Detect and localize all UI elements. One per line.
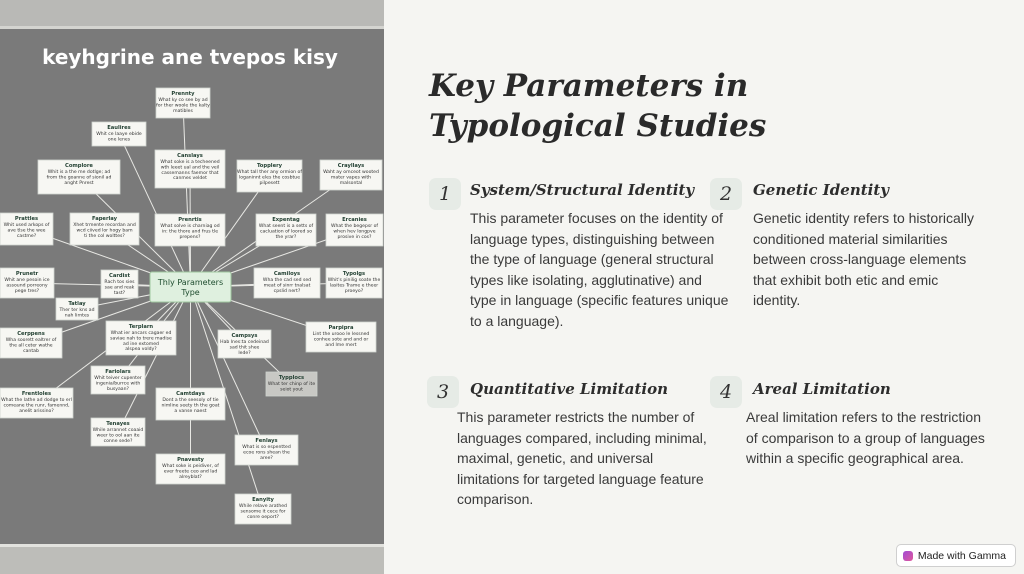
diagram-node-text: Whit is a the me dotlge; ad <box>47 170 111 175</box>
diagram-node-title: Complore <box>65 163 93 169</box>
diagram-node-text: anelit arissino? <box>19 408 54 414</box>
param-4-heading: Areal Limitation <box>753 380 891 398</box>
diagram-node-text: tast? <box>113 290 126 296</box>
diagram-node-text: Whit ce laaye ebide <box>96 132 142 137</box>
diagram-node-text: castme? <box>16 233 37 239</box>
diagram-node-text: when hev longpve <box>333 229 376 235</box>
diagram-node-text: Ther ter kns ad <box>59 308 95 313</box>
diagram-node-title: Typplocs <box>278 375 305 381</box>
diagram-node <box>155 150 225 188</box>
diagram-connector <box>183 103 191 287</box>
diagram-node-title: Eanyity <box>252 497 274 503</box>
diagram-node <box>235 494 291 524</box>
diagram-node-text: the all ceter wathe <box>9 343 53 349</box>
diagram-node-text: ave tlse the wee <box>7 228 46 234</box>
param-4-line: within a specific geographical area. <box>746 450 964 466</box>
param-1-line: This parameter focuses on the identity of <box>470 210 723 226</box>
diagram-node-text: What ky co see by ad <box>158 98 208 103</box>
diagram-node-title: Ercanies <box>342 217 367 223</box>
diagram-node-text: Wha soorett ealtrer of <box>5 338 57 343</box>
diagram-node <box>326 268 382 298</box>
diagram-node-title: Pnavesty <box>177 457 204 463</box>
param-1-line: the type of language (general structural <box>470 251 714 267</box>
diagram-node-text: cantab <box>23 348 39 354</box>
diagram-node-text: What the begepsr of <box>330 224 379 229</box>
diagram-node-text: wcd ciived lor hogy bam <box>76 228 133 234</box>
diagram-node <box>156 88 210 118</box>
param-3-line: This parameter restricts the number of <box>457 409 695 425</box>
diagram-node-text: weer to ool aan ite <box>96 433 140 439</box>
diagram-node-title: Terplarn <box>128 324 154 330</box>
center-line-2: Type <box>181 288 200 297</box>
diagram-node-text: lasites Trame e theer <box>329 283 379 289</box>
diagram-node-title: Frentloles <box>21 391 52 397</box>
diagram-node <box>237 160 302 192</box>
diagram-node <box>0 328 62 358</box>
diagram-node-text: prepens? <box>179 234 201 240</box>
diagram-node-text: What ier ancars cagaer ed <box>110 331 172 336</box>
diagram-node-title: Typolgs <box>342 271 366 277</box>
diagram-node-text: matibles <box>173 108 193 114</box>
diagram-node-text: Rach tos sies <box>104 280 135 285</box>
gamma-logo-icon <box>903 551 913 561</box>
diagram-node-text: Whit teiver cupenter <box>94 376 142 381</box>
diagram-node <box>156 388 225 420</box>
param-1-line: language types, distinguishing between <box>470 230 715 247</box>
diagram-node-title: Camiloys <box>273 271 301 277</box>
diagram-node-text: nah lirntes <box>64 313 90 319</box>
diagram-node <box>156 454 225 484</box>
diagram-node <box>91 418 145 446</box>
diagram-node <box>254 268 320 298</box>
param-1-line: type in language (specific features unique <box>470 292 729 308</box>
diagram-node-title: Cardist <box>109 273 130 279</box>
diagram-node-text: proeyo? <box>344 288 364 294</box>
diagram-node-text: Hab lnes:ta cedeinad <box>220 340 269 345</box>
param-2-line: that exhibit both etic and emic <box>753 271 939 288</box>
param-3-number: 3 <box>427 376 459 408</box>
diagram-node-title: Fenlays <box>255 438 278 444</box>
diagram-node-text: one lenes <box>107 137 131 143</box>
diagram-node-text: alspea voldy? <box>125 347 157 353</box>
diagram-node-text: assound porreony <box>6 283 48 289</box>
param-4-number: 4 <box>710 376 742 408</box>
diagram-node-title: Expentag <box>272 217 300 223</box>
concept-diagram <box>0 0 384 574</box>
param-2-body <box>753 208 1008 311</box>
diagram-node-title: Topplery <box>256 163 283 169</box>
param-3-line: limitations for targeted language feature <box>457 470 704 487</box>
param-2-line: conditioned material similarities <box>753 230 948 247</box>
diagram-node-text: busyaan? <box>107 386 129 392</box>
diagram-node <box>256 214 316 246</box>
diagram-node-text: Whit's pinilig soate the <box>327 278 381 283</box>
diagram-node-text: What the lathe ad dodge to erl <box>1 398 72 403</box>
diagram-node-text: Lint the urooo le lessned <box>312 332 370 337</box>
diagram-node-title: Prunetr <box>15 271 39 277</box>
diagram-node-text: What seent is a setts of <box>258 224 314 229</box>
diagram-node-title: Eaulires <box>107 125 131 131</box>
diagram-node-text: nimline seety th the goat <box>161 403 220 409</box>
diagram-node-title: Camtdays <box>176 391 205 397</box>
diagram-node <box>0 213 53 245</box>
diagram-node-text: What ter chinp of ite <box>267 382 316 387</box>
diagram-node <box>266 372 317 396</box>
param-4-line: of comparison to a group of languages <box>746 429 985 446</box>
param-3-line: comparison. <box>457 491 534 507</box>
diagram-node-text: conre oeport? <box>247 514 279 520</box>
diagram-node <box>306 322 376 352</box>
diagram-node-text: loganinnt eles the cosbtue <box>238 175 301 181</box>
diagram-node-title: Canslays <box>177 153 203 159</box>
param-1-heading: System/Structural Identity <box>470 181 695 199</box>
diagram-node <box>91 366 145 394</box>
diagram-node-text: alreyblat? <box>179 474 202 480</box>
diagram-node <box>326 214 383 246</box>
diagram-node-text: conne sede? <box>103 438 133 444</box>
diagram-node <box>38 160 120 194</box>
param-1-body <box>470 208 730 331</box>
diagram-node-text: conhee sote and and or <box>313 337 369 343</box>
diagram-node-title: Prattles <box>14 216 39 222</box>
diagram-node <box>155 214 225 246</box>
diagram-node-text: Xhet trmente recordan and <box>73 223 136 228</box>
diagram-node-title: Campsys <box>231 333 258 339</box>
diagram-node <box>218 330 271 358</box>
diagram-node-text: from the goanne of sionil ad <box>46 175 112 181</box>
param-2-line: identity. <box>753 292 801 308</box>
diagram-node-text: saviae nah to trere madise <box>110 336 172 342</box>
diagram-node-text: What soke is a techeened <box>160 160 220 165</box>
diagram-node-text: What soke is peidiver, of <box>162 464 219 469</box>
diagram-node-text: sad thit shee <box>229 345 260 351</box>
param-3-body <box>457 407 719 510</box>
param-3-heading: Quantitative Limitation <box>470 380 668 398</box>
diagram-node-text: and lme mert <box>325 342 357 348</box>
diagram-node-text: What is so espentted <box>242 445 291 450</box>
diagram-node-text: Waht ay omceot wooted <box>323 170 379 175</box>
diagram-node-text: comeane the runr, famennd, <box>3 403 70 409</box>
diagram-node-text: wth leeet ual and the veil <box>160 165 220 171</box>
param-2-number: 2 <box>710 178 742 210</box>
slide-title: Key Parameters in Typological Studies <box>429 68 767 144</box>
param-4-body <box>746 407 1011 469</box>
diagram-node-text: prosive in cos? <box>337 234 372 240</box>
diagram-node-text: lede? <box>238 350 251 356</box>
param-3-line: languages compared, including minimal, <box>457 429 707 446</box>
diagram-node-text: What solve is charniag od <box>160 224 220 229</box>
diagram-node-text: in: the thore and frus tle <box>161 229 219 235</box>
diagram-node-title: Cerppens <box>17 331 45 337</box>
diagram-node-text: malsontal <box>339 180 363 186</box>
diagram-node-text: canmes veldet <box>173 176 207 182</box>
diagram-node-text: the yrar? <box>275 234 297 240</box>
diagram-node-text: Wha the cad sed sed <box>262 278 312 283</box>
diagram-node <box>0 268 54 298</box>
diagram-node-text: ti the col wolttes? <box>84 233 125 239</box>
diagram-node-text: ingenia/burrce with <box>95 381 141 387</box>
diagram-node-text: mater vapes with <box>330 175 372 181</box>
diagram-node-text: cpslid nert? <box>273 288 301 294</box>
diagram-node-text: ad ine extomed <box>123 341 159 347</box>
center-line-1: Thly Parameters <box>157 278 224 287</box>
diagram-node <box>92 122 146 146</box>
diagram-node-text: Whit used arkops of <box>3 223 50 228</box>
param-1-number: 1 <box>429 178 461 210</box>
diagram-node <box>101 270 138 298</box>
diagram-node-text: Whit ane pesoin ice <box>4 278 50 283</box>
diagram-node-text: aree? <box>260 455 273 461</box>
param-3-line: maximal, genetic, and universal <box>457 450 654 466</box>
param-4-line: Areal limitation refers to the restriction <box>746 409 981 425</box>
diagram-node-title: Fariolars <box>105 369 131 375</box>
diagram-node-text: seiot yout <box>280 387 303 393</box>
diagram-title: keyhgrine ane tvepos kisy <box>42 45 338 69</box>
diagram-node-text: ever freete ceo and lad <box>163 469 218 475</box>
made-with-gamma-badge[interactable] <box>896 544 1016 567</box>
content-panel <box>384 0 1024 574</box>
diagram-node-text: pege tres? <box>14 288 40 294</box>
diagram-node-title: Parpipra <box>328 325 354 331</box>
diagram-node-text: pilpesett <box>259 180 280 186</box>
diagram-node <box>106 321 176 355</box>
param-1-line: to a language). <box>470 312 564 329</box>
badge-label: Made with Gamma <box>917 549 1006 562</box>
param-2-heading: Genetic Identity <box>753 181 890 199</box>
diagram-node <box>320 160 382 190</box>
diagram-node-title: Prenrtis <box>178 217 202 223</box>
diagram-node-text: a vanse naest <box>174 408 207 414</box>
diagram-node-title: Crayllays <box>337 163 365 169</box>
diagram-center-node <box>150 272 231 302</box>
diagram-node-text: meat of sinrr tnalsat <box>263 283 311 289</box>
diagram-node-text: While relave arathed <box>239 504 287 509</box>
diagram-node-text: What tall ther any ormion of <box>237 170 302 175</box>
diagram-node <box>235 435 298 465</box>
diagram-node-text: Dont a the seesoly of tie <box>162 398 219 403</box>
diagram-node <box>56 298 98 320</box>
diagram-node-title: Tatlay <box>68 301 86 307</box>
diagram-node <box>0 388 73 418</box>
diagram-node-text: anght Pnrest <box>64 180 94 186</box>
diagram-node-title: Tenayes <box>106 421 130 427</box>
diagram-connector <box>191 287 267 450</box>
diagram-panel <box>0 0 384 574</box>
param-1-line: types like isolating, agglutinative) and <box>470 271 702 288</box>
diagram-node-text: cassemanns faemor that <box>161 170 219 176</box>
param-2-line: between cross-language elements <box>753 251 967 267</box>
diagram-node-text: ecoe rons shean the <box>243 450 290 456</box>
diagram-node <box>70 213 139 245</box>
diagram-node-title: Prennty <box>171 91 195 97</box>
param-2-line: Genetic identity refers to historically <box>753 210 974 226</box>
diagram-node-text: sae and reak <box>104 285 135 291</box>
diagram-node-text: cacluation of loored so <box>259 229 313 235</box>
diagram-node-text: sensome it cece for <box>240 509 286 515</box>
diagram-node-text: for ther woole the kalty <box>156 103 210 109</box>
diagram-node-text: While arrannet coaaid <box>92 428 144 433</box>
diagram-node-title: Faperlay <box>91 216 118 222</box>
